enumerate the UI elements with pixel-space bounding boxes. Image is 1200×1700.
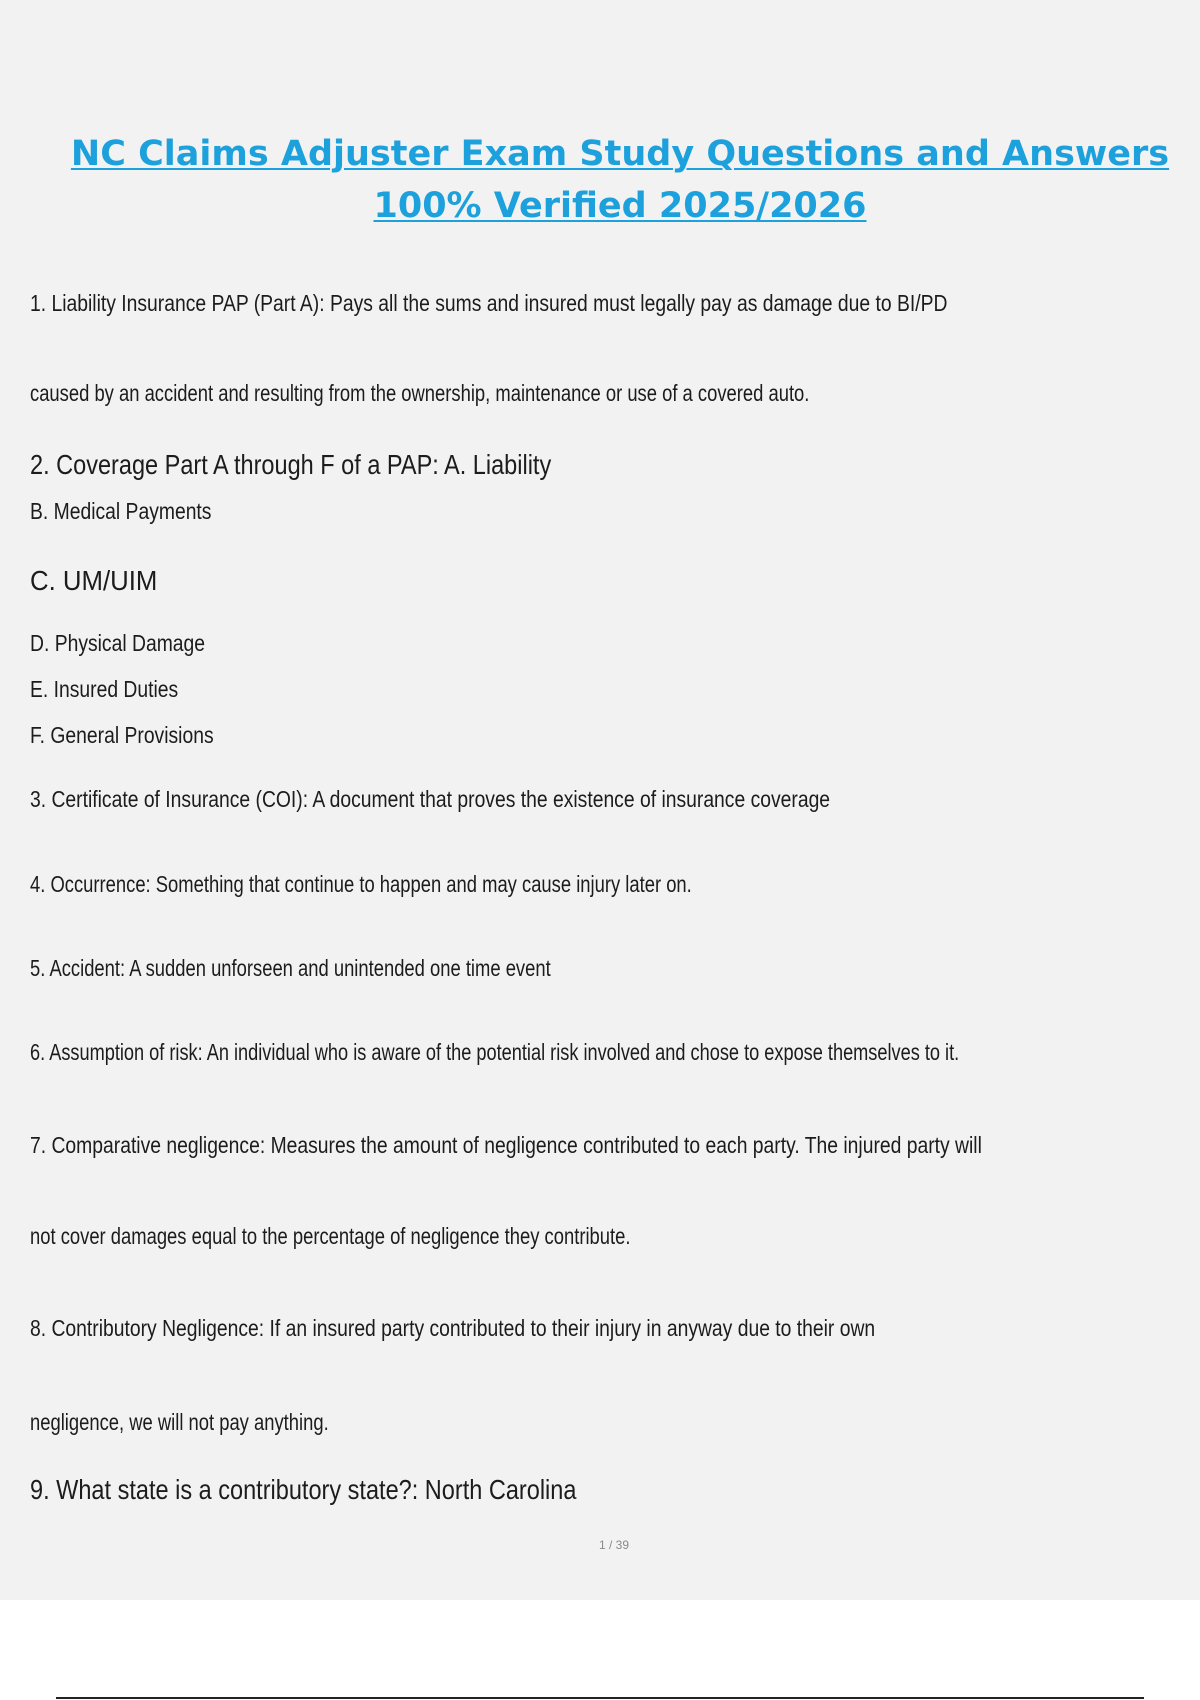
item-1-line-2: caused by an accident and resulting from the ownership, maintenance or use of a covered auto. xyxy=(30,380,810,406)
item-4: 4. Occurrence: Something that continue to happen and may cause injury later on. xyxy=(30,871,692,897)
item-7-line-2: not cover damages equal to the percentage of negligence they contribute. xyxy=(30,1223,631,1249)
page-number: 1 / 39 xyxy=(598,1538,630,1552)
item-3: 3. Certificate of Insurance (COI): A document that proves the existence of insurance coverage xyxy=(30,786,831,812)
item-8-line-1: 8. Contributory Negligence: If an insured party contributed to their injury in anyway due to their own xyxy=(30,1315,876,1341)
item-9: 9. What state is a contributory state?: North Carolina xyxy=(30,1474,577,1505)
title-line-2: 100% Verified 2025/2026 xyxy=(373,186,867,226)
document-title xyxy=(0,128,1200,232)
item-2-line-6: F. General Provisions xyxy=(30,722,214,748)
item-1-line-1: 1. Liability Insurance PAP (Part A): Pays all the sums and insured must legally pay as damage due to BI/PD xyxy=(30,290,948,316)
item-6: 6. Assumption of risk: An individual who is aware of the potential risk involved and chose to expose themselves to it. xyxy=(30,1039,960,1065)
item-7-line-1: 7. Comparative negligence: Measures the amount of negligence contributed to each party. The injured party will xyxy=(30,1132,982,1158)
page-divider xyxy=(56,1697,1144,1699)
item-5: 5. Accident: A sudden unforseen and unintended one time event xyxy=(30,955,551,981)
item-2-line-5: E. Insured Duties xyxy=(30,676,179,702)
item-2-line-1: 2. Coverage Part A through F of a PAP: A. Liability xyxy=(30,449,552,480)
item-8-line-2: negligence, we will not pay anything. xyxy=(30,1409,329,1435)
item-2-line-4: D. Physical Damage xyxy=(30,630,206,656)
title-line-1: NC Claims Adjuster Exam Study Questions and Answers xyxy=(70,134,1170,174)
item-2-line-3: C. UM/UIM xyxy=(30,565,158,596)
item-2-line-2: B. Medical Payments xyxy=(30,498,212,524)
